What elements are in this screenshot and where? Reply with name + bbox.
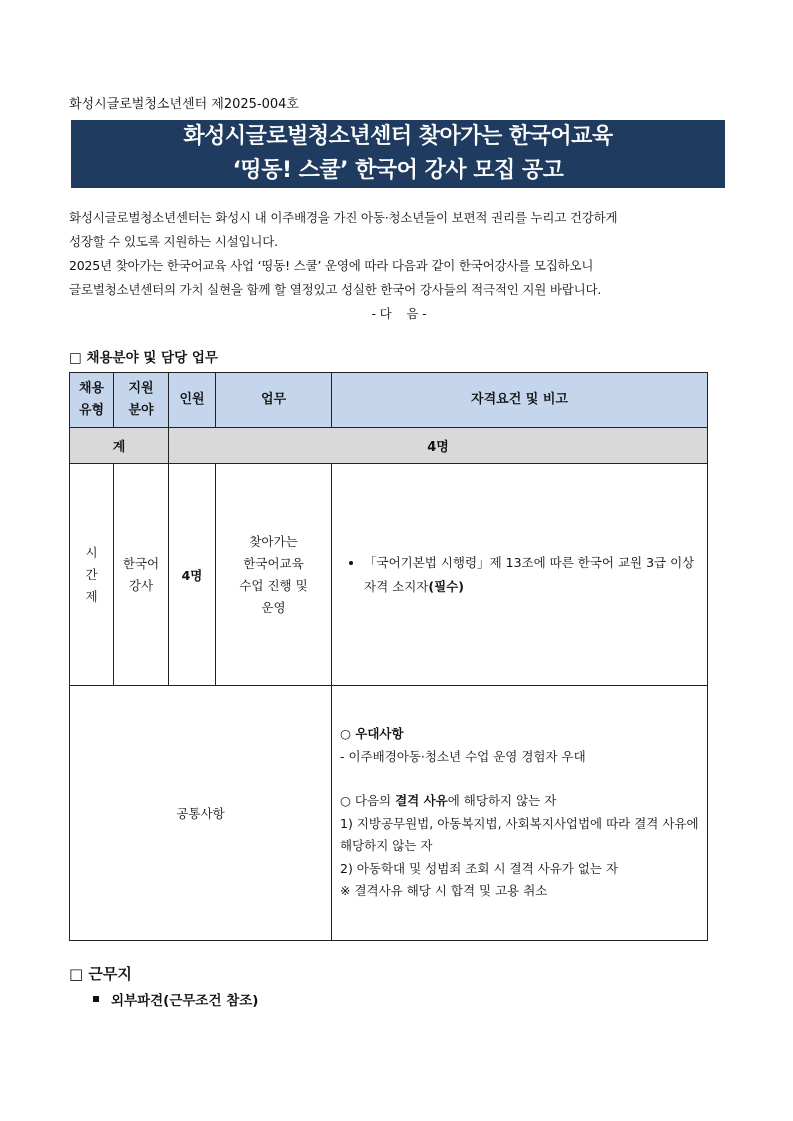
workplace-item [93, 989, 258, 1009]
intro-line-2: 성장할 수 있도록 지원하는 시설입니다. [69, 234, 278, 249]
table-row [70, 464, 708, 686]
header-qualification: 자격요건 및 비고 [332, 373, 708, 428]
disq-bold: 결격 사유 [395, 793, 448, 809]
duty-line: 한국어교육 [243, 555, 304, 571]
field-cell [114, 464, 169, 686]
header-field [114, 373, 169, 428]
type-char: 제 [85, 588, 98, 604]
duty-line: 찾아가는 [249, 533, 298, 549]
header-type-line: 채용 [78, 381, 105, 396]
common-row [70, 686, 708, 941]
title-line-2: ‘띵동! 스쿨’ 한국어 강사 모집 공고 [232, 158, 564, 183]
document-number: 화성시글로벌청소년센터 제2025-004호 [69, 97, 299, 112]
disqualification-item-2: 2) 아동학대 및 성범죄 조회 시 결격 사유가 없는 자 [340, 860, 619, 876]
duty-line: 수업 진행 및 [239, 577, 308, 593]
type-char: 간 [85, 566, 98, 582]
duty-cell [216, 464, 332, 686]
intro-line-4: 글로벌청소년센터의 가치 실현을 함께 할 열정있고 성실한 한국어 강사들의 적극적인 지원 바랍니다. [69, 282, 602, 297]
header-duty: 업무 [216, 373, 332, 428]
required-mark: (필수) [428, 578, 464, 594]
section-title-recruitment: □ 채용분야 및 담당 업무 [69, 350, 218, 366]
header-count: 인원 [169, 373, 216, 428]
intro-paragraph [69, 206, 729, 326]
total-value: 4명 [169, 428, 708, 464]
list-item [364, 551, 699, 599]
count-cell: 4명 [169, 464, 216, 686]
header-type [70, 373, 114, 428]
common-label: 공통사항 [70, 686, 332, 941]
disq-prefix: ○ 다음의 [340, 793, 396, 809]
recruitment-table [69, 372, 708, 941]
square-bullet-icon [93, 996, 99, 1002]
header-type-line: 유형 [78, 403, 105, 418]
next-label: - 다 음 - [371, 306, 427, 321]
table-header-row [70, 373, 708, 428]
qualification-cell [332, 464, 708, 686]
title-line-1: 화성시글로벌청소년센터 찾아가는 한국어교육 [183, 124, 613, 149]
qualification-list [342, 551, 699, 599]
header-field-line: 지원 [128, 381, 154, 396]
type-char: 시 [85, 544, 98, 560]
preference-item: - 이주배경아동·청소년 수업 운영 경험자 우대 [340, 748, 586, 764]
section-title-workplace: □ 근무지 [69, 965, 132, 983]
intro-line-1: 화성시글로벌청소년센터는 화성시 내 이주배경을 가진 아동·청소년들이 보편적 권리를 누리고 건강하게 [69, 210, 618, 225]
total-label: 계 [70, 428, 169, 464]
disqualification-note: ※ 결격사유 해당 시 합격 및 고용 취소 [340, 883, 548, 899]
header-field-line: 분야 [128, 403, 154, 418]
total-row [70, 428, 708, 464]
qualification-text: 「국어기본법 시행령」제 13조에 따른 한국어 교원 3급 이상 자격 소지자 [364, 554, 695, 594]
intro-line-3: 2025년 찾아가는 한국어교육 사업 ‘띵동! 스쿨’ 운영에 따라 다음과 같이 한국어강사를 모집하오니 [69, 258, 594, 273]
preference-title: ○ 우대사항 [340, 726, 404, 742]
spacer [340, 768, 699, 790]
workplace-text: 외부파견(근무조건 참조) [111, 993, 259, 1009]
disq-suffix: 에 해당하지 않는 자 [447, 793, 557, 809]
title-banner [71, 120, 725, 188]
employment-type-cell [70, 464, 114, 686]
disqualification-title [340, 790, 699, 813]
field-line: 한국어 [122, 555, 160, 571]
common-details [332, 686, 708, 941]
disqualification-item-1: 1) 지방공무원법, 아동복지법, 사회복지사업법에 따라 결격 사유에 해당하지 않는 자 [340, 815, 699, 854]
field-line: 강사 [128, 577, 154, 593]
duty-line: 운영 [261, 599, 286, 615]
